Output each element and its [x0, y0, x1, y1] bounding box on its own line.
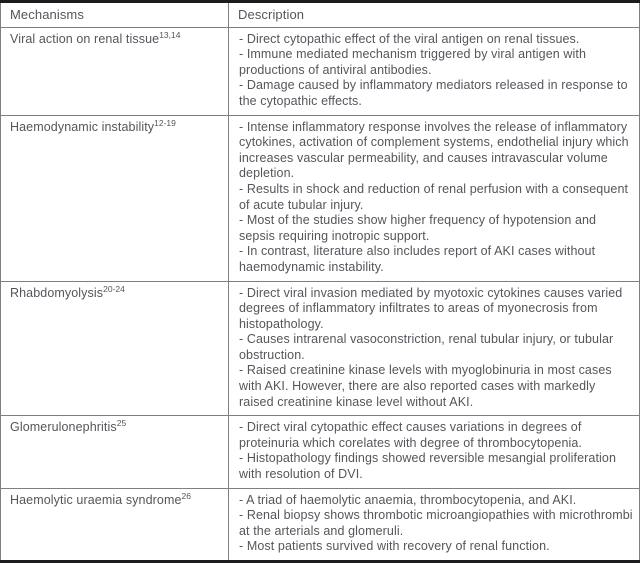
description-point: - Direct viral cytopathic effect causes variations in degrees of proteinuria which corelates with degree of thrombocytopenia. — [239, 420, 582, 450]
mechanism-cell — [1, 115, 229, 281]
description-point: - Damage caused by inflammatory mediators released in response to the cytopathic effects. — [239, 78, 628, 108]
description-cell — [229, 27, 640, 115]
description-point: - Raised creatinine kinase levels with myoglobinuria in most cases with AKI. However, there are also reported cases with markedly raised creatinine kinase level without AKI. — [239, 363, 612, 409]
header-description: Description — [229, 2, 640, 28]
table-body — [1, 27, 640, 561]
description-point: - Immune mediated mechanism triggered by viral antigen with productions of antiviral antibodies. — [239, 47, 587, 77]
reference-superscript: 25 — [116, 418, 127, 429]
description-cell — [229, 281, 640, 416]
description-point: - Most patients survived with recovery of renal function. — [239, 539, 550, 554]
mechanism-cell — [1, 281, 229, 416]
reference-superscript: 12-19 — [154, 117, 176, 128]
table-row — [1, 27, 640, 115]
description-cell — [229, 416, 640, 488]
description-point: - Direct cytopathic effect of the viral antigen on renal tissues. — [239, 31, 580, 46]
table-row — [1, 488, 640, 561]
description-point: - Renal biopsy shows thrombotic microangiopathies with microthrombi at the arterials and glomeruli. — [239, 508, 633, 538]
header-mechanisms: Mechanisms — [1, 2, 229, 28]
description-cell — [229, 488, 640, 561]
mechanism-cell — [1, 27, 229, 115]
header-row — [1, 2, 640, 28]
mechanism-label: Haemodynamic instability — [10, 119, 155, 134]
description-point: - Intense inflammatory response involves the release of inflammatory cytokines, activation of complement systems, endothelial injury which increases vascular permeability, and causes intravascular volume depletion. — [239, 119, 629, 181]
mechanism-cell — [1, 416, 229, 488]
reference-superscript: 26 — [181, 490, 191, 501]
description-point: - Results in shock and reduction of renal perfusion with a consequent of acute tubular injury. — [239, 181, 629, 212]
reference-superscript: 13,14 — [159, 29, 181, 40]
table-row — [1, 416, 640, 488]
reference-superscript: 20-24 — [103, 283, 125, 294]
mechanism-label: Rhabdomyolysis — [10, 285, 104, 300]
description-cell — [229, 115, 640, 281]
description-point: - Causes intrarenal vasoconstriction, renal tubular injury, or tubular obstruction. — [239, 332, 614, 362]
mechanism-cell — [1, 488, 229, 561]
description-point: - Histopathology findings showed reversible mesangial proliferation with resolution of DVI. — [239, 451, 617, 482]
table-row — [1, 281, 640, 416]
description-point: - A triad of haemolytic anaemia, thrombocytopenia, and AKI. — [239, 492, 577, 507]
description-point: - Direct viral invasion mediated by myotoxic cytokines causes varied degrees of inflammatory infiltrates to areas of myonecrosis from histopathology. — [239, 285, 623, 331]
description-point: - Most of the studies show higher frequency of hypotension and sepsis requiring inotropic support. — [239, 213, 597, 243]
description-point: - In contrast, literature also includes report of AKI cases without haemodynamic instability. — [239, 244, 596, 274]
mechanism-label: Viral action on renal tissue — [10, 31, 160, 46]
mechanism-label: Glomerulonephritis — [10, 420, 117, 435]
table-row — [1, 115, 640, 281]
mechanism-label: Haemolytic uraemia syndrome — [10, 492, 182, 507]
